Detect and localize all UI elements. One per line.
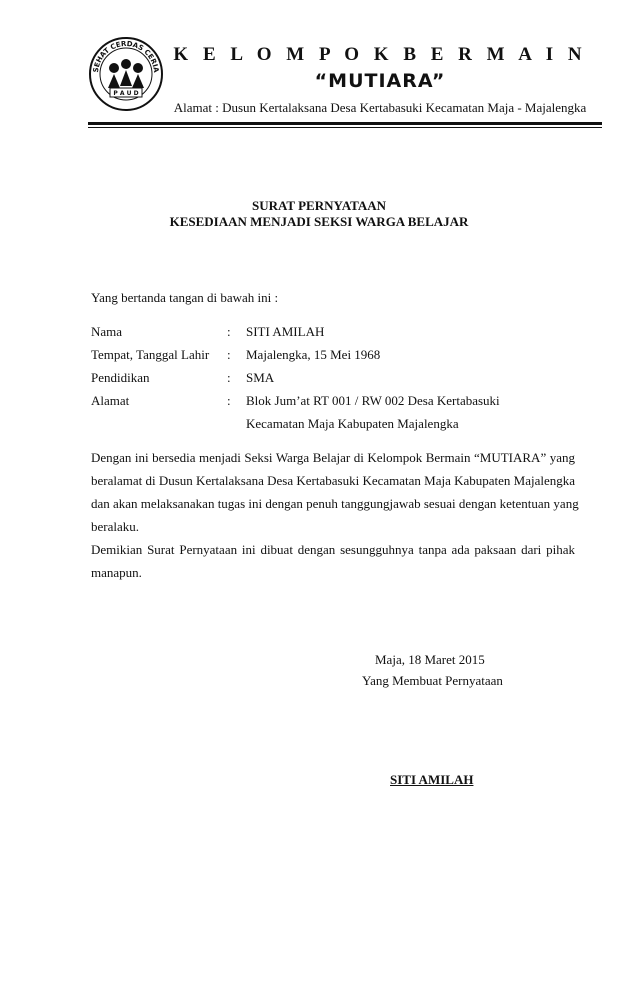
place-date: Maja, 18 Maret 2015 [375,652,485,667]
field-value-alamat-line2: Kecamatan Maja Kabupaten Majalengka [246,416,459,431]
body-line: beralaku. [91,519,140,534]
header-rule-thin [88,127,602,128]
body-line: manapun. [91,565,142,580]
field-sep: : [227,393,231,408]
field-label-pendidikan: Pendidikan [91,370,150,385]
field-sep: : [227,324,231,339]
field-sep: : [227,347,231,362]
field-value-pendidikan: SMA [246,370,275,385]
field-label-nama: Nama [91,324,123,339]
field-value-alamat: Blok Jum’at RT 001 / RW 002 Desa Kertabasuki [246,393,500,408]
document-title: SURAT PERNYATAAN [252,198,386,213]
header-title: K E L O M P O K B E R M A I N [173,44,587,65]
signer-name: SITI AMILAH [390,772,474,787]
svg-text:P A U D: P A U D [113,90,139,97]
svg-text:SEHAT CERDAS CERIA: SEHAT CERDAS CERIA [91,39,161,73]
body-line: Dengan ini bersedia menjadi Seksi Warga Belajar di Kelompok Bermain “MUTIARA” yang [91,450,575,465]
field-sep: : [227,370,231,385]
header-rule-thick [88,122,602,125]
intro-text: Yang bertanda tangan di bawah ini : [91,290,279,305]
header-name: “MUTIARA” [314,70,446,92]
signer-role: Yang Membuat Pernyataan [362,673,503,688]
paud-logo [88,36,164,112]
document-subtitle: KESEDIAAN MENJADI SEKSI WARGA BELAJAR [169,214,469,229]
field-value-nama: SITI AMILAH [246,324,325,339]
body-line: beralamat di Dusun Kertalaksana Desa Kertabasuki Kecamatan Maja Kabupaten Majalengka [91,473,576,488]
field-value-ttl: Majalengka, 15 Mei 1968 [246,347,381,362]
body-line: dan akan melaksanakan tugas ini dengan penuh tanggungjawab sesuai dengan ketentuan yang [91,496,579,511]
field-label-ttl: Tempat, Tanggal Lahir [91,347,210,362]
body-line: Demikian Surat Pernyataan ini dibuat dengan sesungguhnya tanpa ada paksaan dari pihak [91,542,575,557]
header-address: Alamat : Dusun Kertalaksana Desa Kertabasuki Kecamatan Maja - Majalengka [173,100,587,115]
field-label-alamat: Alamat [91,393,130,408]
